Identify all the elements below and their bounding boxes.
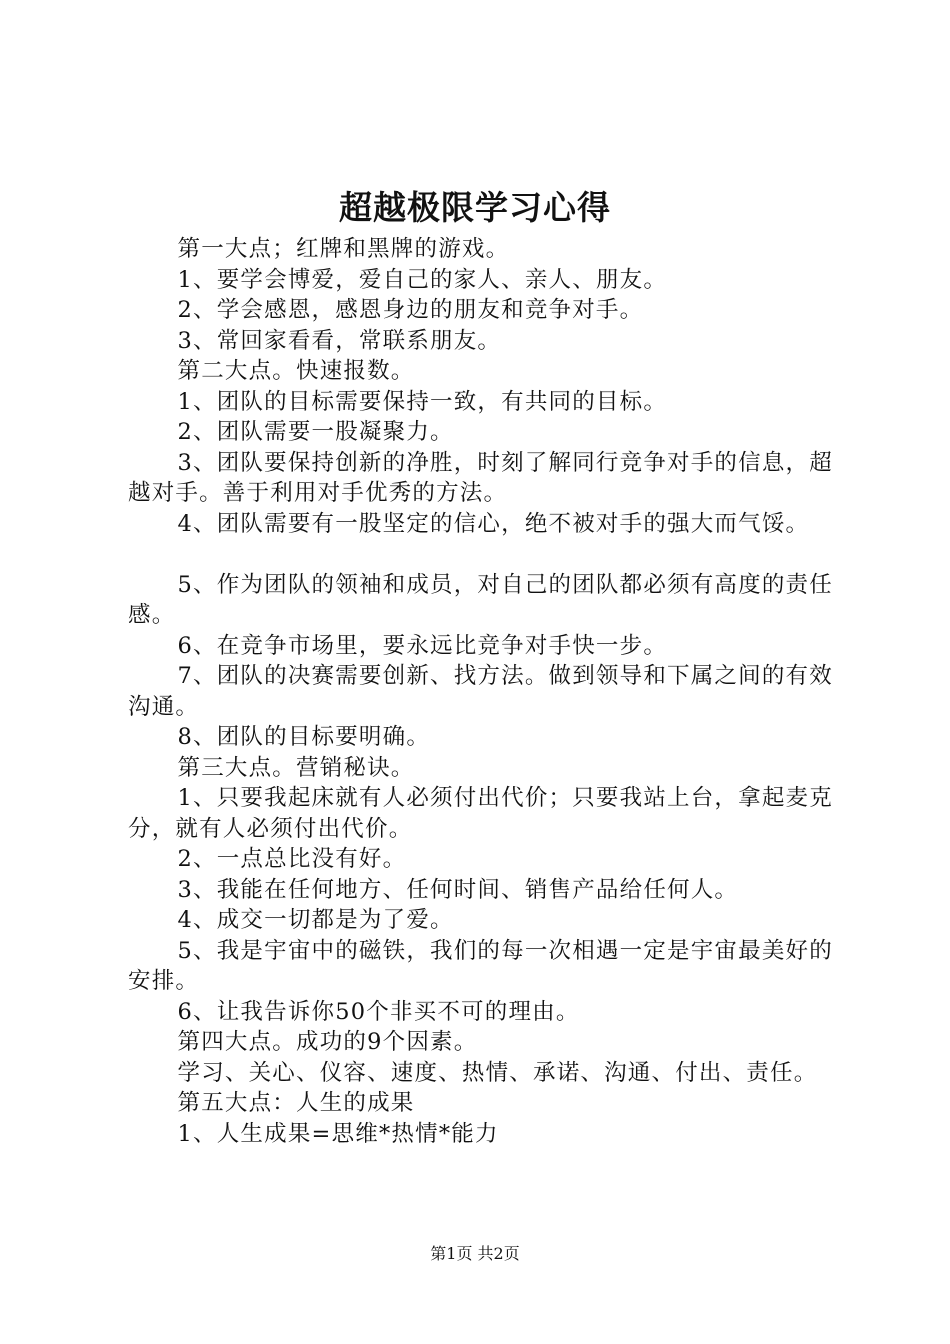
paragraph: 第四大点。成功的9个因素。 <box>177 1029 478 1055</box>
paragraph: 2、一点总比没有好。 <box>177 846 407 872</box>
paragraph: 8、团队的目标要明确。 <box>177 724 431 750</box>
paragraph: 6、在竞争市场里，要永远比竞争对手快一步。 <box>177 632 668 659</box>
paragraph: 学习、关心、仪容、速度、热情、承诺、沟通、付出、责任。 <box>177 1059 818 1086</box>
paragraph: 1、要学会博爱，爱自己的家人、亲人、朋友。 <box>177 266 668 293</box>
paragraph: 1、团队的目标需要保持一致，有共同的目标。 <box>177 388 668 415</box>
paragraph: 6、让我告诉你50个非买不可的理由。 <box>177 998 580 1025</box>
paragraph: 7、团队的决赛需要创新、找方法。做到领导和下属之间的有效沟通。 <box>128 663 833 720</box>
paragraph: 第二大点。快速报数。 <box>177 358 415 384</box>
paragraph: 5、作为团队的领袖和成员，对自己的团队都必须有高度的责任感。 <box>128 571 833 628</box>
paragraph: 3、团队要保持创新的净胜，时刻了解同行竞争对手的信息，超越对手。善于利用对手优秀的方法。 <box>128 449 833 506</box>
blank-line <box>128 539 838 570</box>
paragraph: 4、成交一切都是为了爱。 <box>177 907 454 933</box>
paragraph: 3、常回家看看，常联系朋友。 <box>177 327 502 354</box>
paragraph: 第三大点。营销秘诀。 <box>177 754 415 781</box>
paragraph: 1、只要我起床就有人必须付出代价；只要我站上台，拿起麦克分，就有人必须付出代价。 <box>128 785 833 842</box>
paragraph: 第五大点：人生的成果 <box>177 1090 415 1116</box>
paragraph: 1、人生成果=思维*热情*能力 <box>177 1120 499 1147</box>
paragraph: 2、学会感恩，感恩身边的朋友和竞争对手。 <box>177 297 644 323</box>
paragraph: 5、我是宇宙中的磁铁，我们的每一次相遇一定是宇宙最美好的安排。 <box>128 937 833 994</box>
document-title: 超越极限学习心得 <box>339 188 611 227</box>
paragraph: 2、团队需要一股凝聚力。 <box>177 419 454 445</box>
document-body <box>128 234 838 1149</box>
paragraph: 第一大点；红牌和黑牌的游戏。 <box>177 236 510 262</box>
paragraph: 3、我能在任何地方、任何时间、销售产品给任何人。 <box>177 876 739 903</box>
page-footer: 第1页 共2页 <box>430 1244 520 1263</box>
paragraph: 4、团队需要有一股坚定的信心，绝不被对手的强大而气馁。 <box>177 510 810 537</box>
